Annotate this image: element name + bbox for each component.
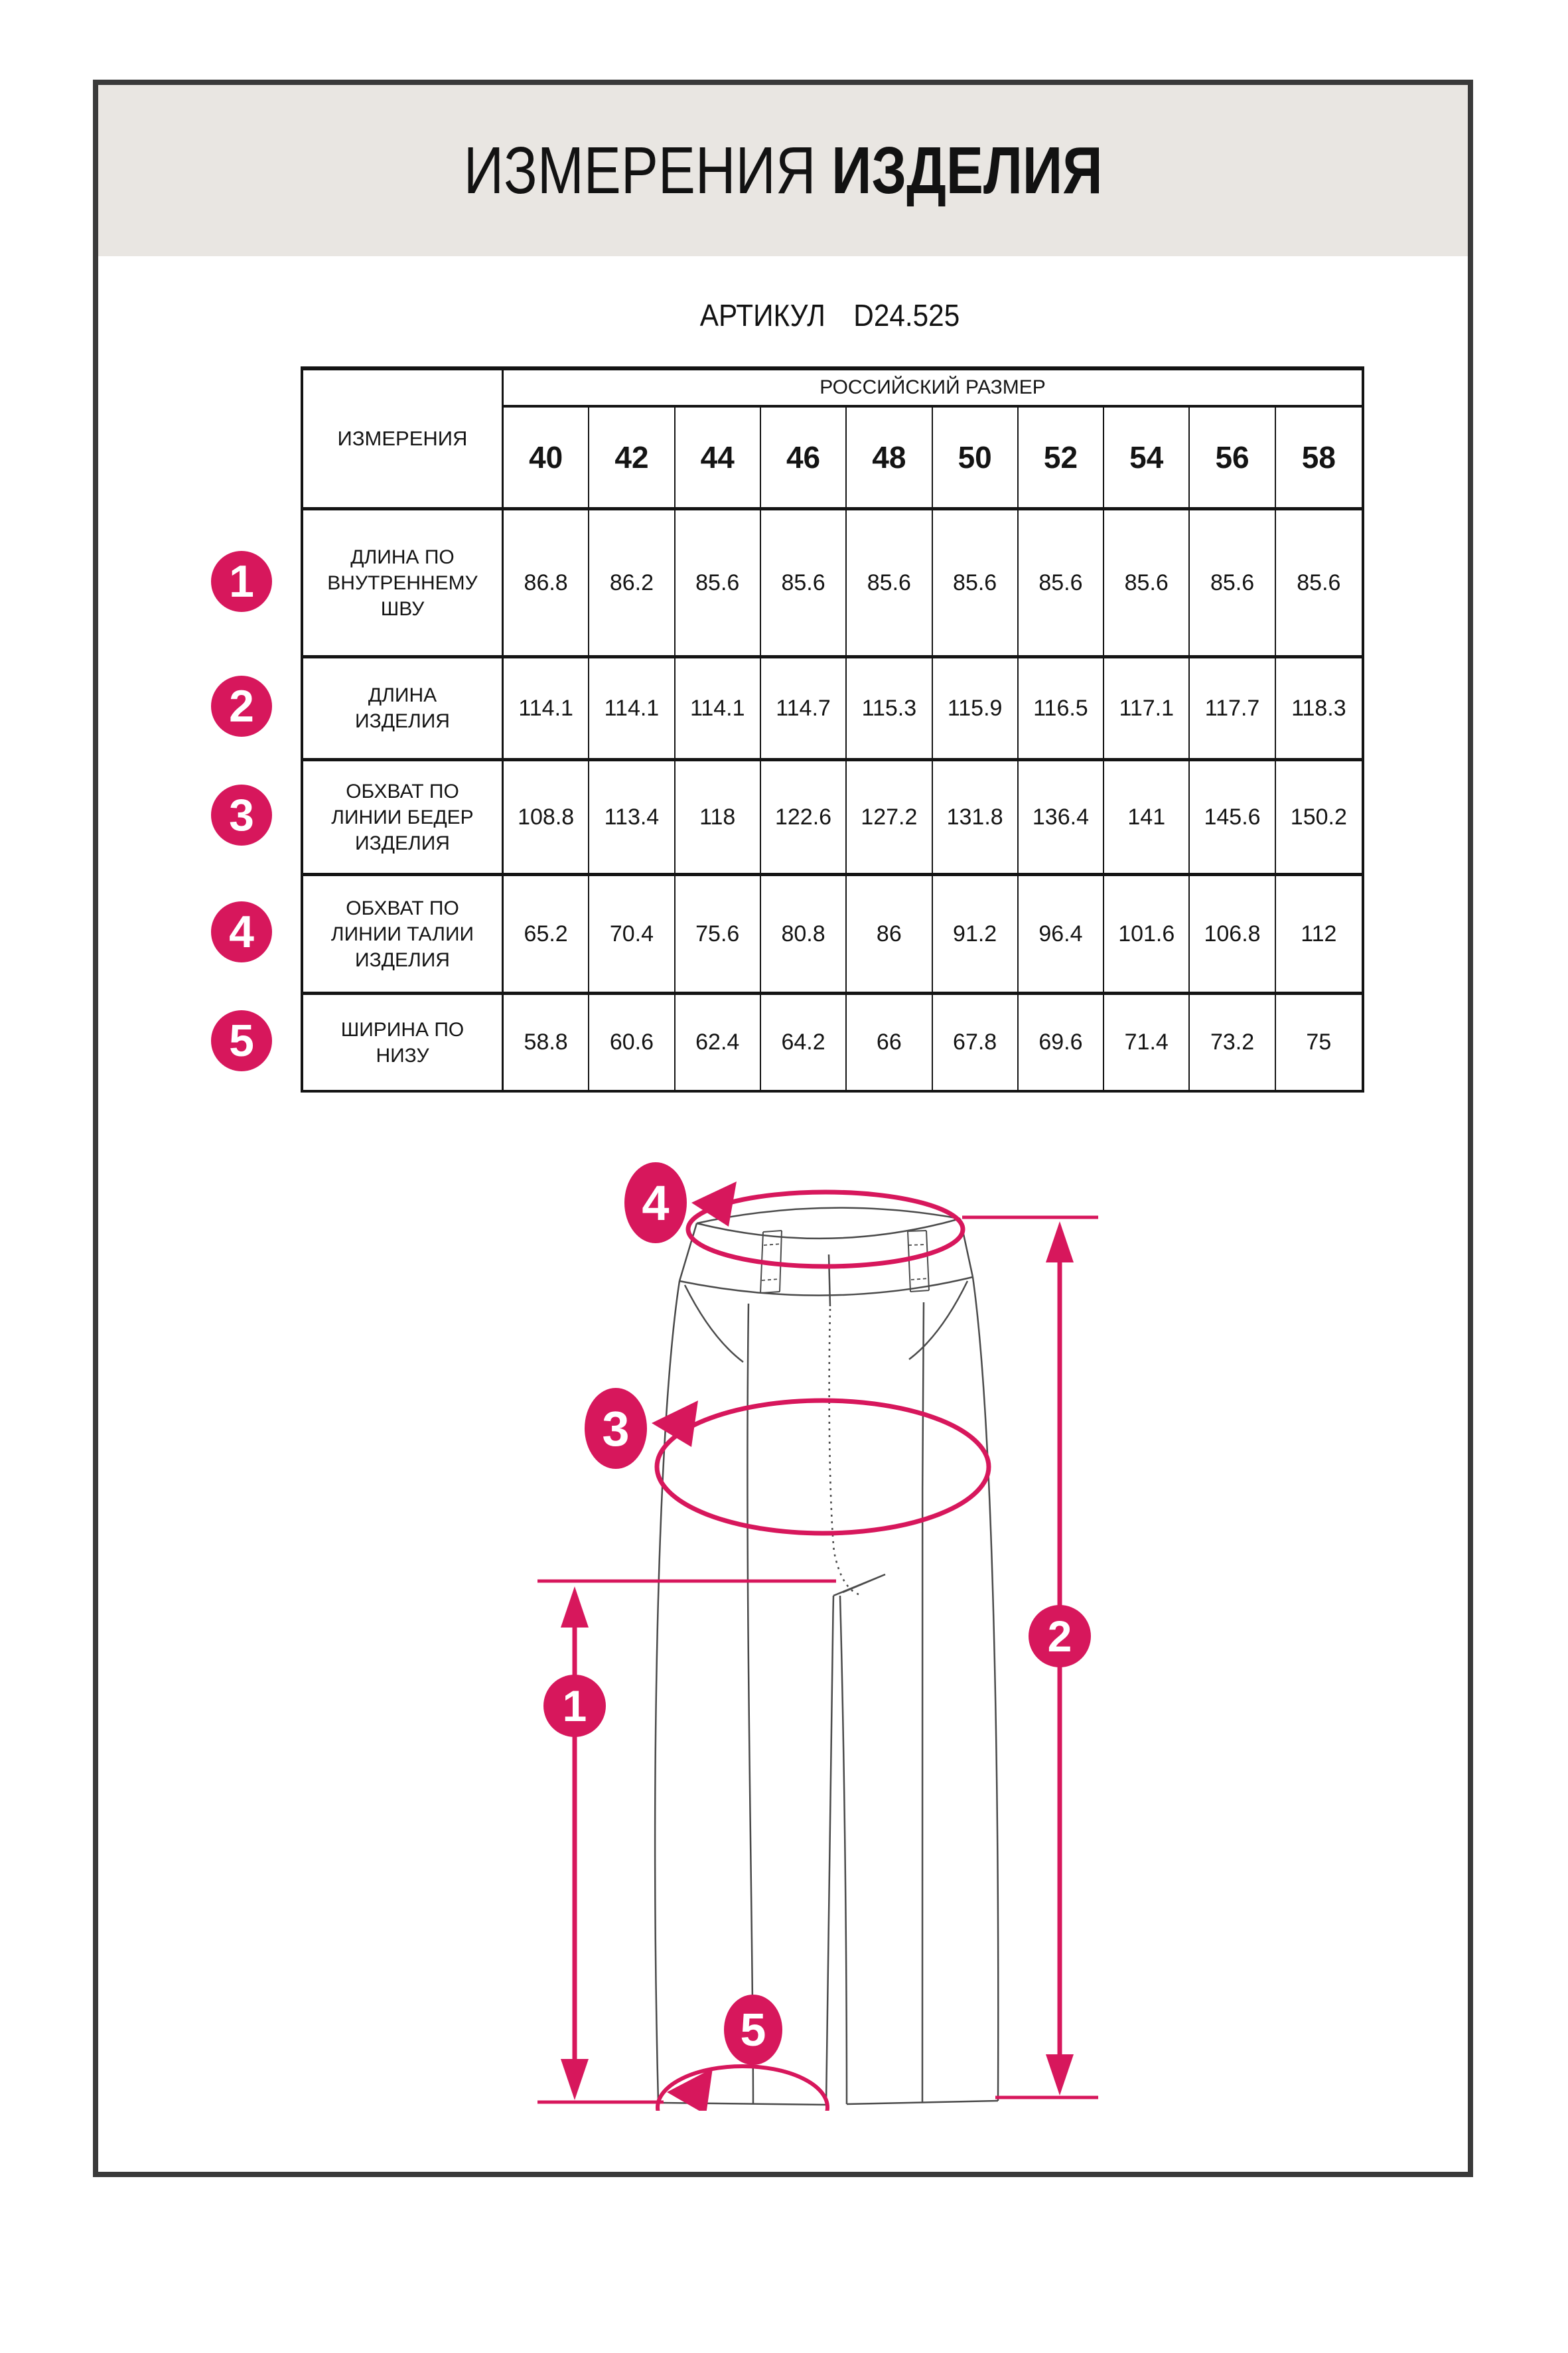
value-cell: 114.1 — [589, 655, 675, 758]
arrow-left-icon — [652, 1401, 698, 1447]
row-badge-4: 4 — [211, 901, 272, 962]
value-cell: 67.8 — [933, 992, 1019, 1090]
arrow-up-icon — [1046, 1221, 1074, 1262]
page-title-regular: ИЗМЕРЕНИЯ — [463, 133, 816, 208]
diagram-badge-3-label: 3 — [602, 1401, 630, 1456]
left-outer-seam — [655, 1281, 679, 2103]
value-cell: 86 — [847, 873, 932, 992]
value-cell: 58.8 — [504, 992, 589, 1090]
row-label-cell: ОБХВАТ ПО ЛИНИИ БЕДЕР ИЗДЕЛИЯ — [303, 758, 504, 873]
value-cell: 118 — [676, 758, 761, 873]
size-header-cell: 50 — [933, 408, 1019, 507]
value-cell: 85.6 — [933, 507, 1019, 655]
value-cell: 150.2 — [1276, 758, 1362, 873]
value-cell: 117.7 — [1190, 655, 1275, 758]
value-cell: 101.6 — [1104, 873, 1190, 992]
value-cell: 141 — [1104, 758, 1190, 873]
diagram-badge-1-label: 1 — [562, 1681, 587, 1730]
value-cell: 85.6 — [1104, 507, 1190, 655]
row-label-cell: ДЛИНА ИЗДЕЛИЯ — [303, 655, 504, 758]
left-leg-crease — [747, 1304, 753, 2103]
center-front-seam — [829, 1254, 830, 1306]
value-cell: 145.6 — [1190, 758, 1275, 873]
waist-top-rim — [697, 1208, 960, 1223]
measurements-column-header: ИЗМЕРЕНИЯ — [303, 370, 504, 507]
crotch-notch — [833, 1574, 885, 1596]
right-leg-crease — [922, 1302, 924, 2102]
value-cell: 117.1 — [1104, 655, 1190, 758]
value-cell: 85.6 — [761, 507, 847, 655]
row-badge-1: 1 — [211, 551, 272, 612]
left-inseam — [826, 1596, 833, 2105]
value-cell: 69.6 — [1019, 992, 1104, 1090]
value-cell: 108.8 — [504, 758, 589, 873]
arrow-up-icon — [561, 1586, 589, 1628]
value-cell: 114.7 — [761, 655, 847, 758]
article-label: АРТИКУЛ — [699, 298, 825, 333]
pants-drawing — [655, 1208, 998, 2105]
size-header-cell: 52 — [1019, 408, 1104, 507]
page-title — [464, 133, 1103, 209]
diagram-badge-2-label: 2 — [1047, 1612, 1072, 1661]
row-label-cell: ОБХВАТ ПО ЛИНИИ ТАЛИИ ИЗДЕЛИЯ — [303, 873, 504, 992]
diagram-badge-1 — [543, 1675, 606, 1737]
value-cell: 118.3 — [1276, 655, 1362, 758]
value-cell: 115.9 — [933, 655, 1019, 758]
value-cell: 75 — [1276, 992, 1362, 1090]
pocket-slash-right — [909, 1281, 967, 1359]
size-header-cell: 40 — [504, 408, 589, 507]
value-cell: 96.4 — [1019, 873, 1104, 992]
right-outer-seam — [973, 1277, 998, 2101]
diagram-badge-3 — [585, 1388, 647, 1469]
value-cell: 86.8 — [504, 507, 589, 655]
value-cell: 70.4 — [589, 873, 675, 992]
value-cell: 73.2 — [1190, 992, 1275, 1090]
size-header-cell: 42 — [589, 408, 675, 507]
value-cell: 85.6 — [1276, 507, 1362, 655]
value-cell: 62.4 — [676, 992, 761, 1090]
diagram-badge-5 — [724, 1995, 782, 2065]
hip-girth-ellipse — [657, 1401, 989, 1533]
value-cell: 71.4 — [1104, 992, 1190, 1090]
value-cell: 80.8 — [761, 873, 847, 992]
value-cell: 75.6 — [676, 873, 761, 992]
article-line — [343, 297, 1317, 333]
row-badge-3: 3 — [211, 785, 272, 846]
size-table — [301, 366, 1364, 1093]
belt-loop-right — [908, 1231, 929, 1292]
value-cell: 85.6 — [676, 507, 761, 655]
value-cell: 64.2 — [761, 992, 847, 1090]
row-badge-5: 5 — [211, 1010, 272, 1071]
size-group-header: РОССИЙСКИЙ РАЗМЕР — [504, 370, 1362, 408]
value-cell: 65.2 — [504, 873, 589, 992]
fly-stitch-dashed — [829, 1309, 859, 1594]
value-cell: 66 — [847, 992, 932, 1090]
value-cell: 91.2 — [933, 873, 1019, 992]
size-header-cell: 46 — [761, 408, 847, 507]
pants-diagram — [464, 1128, 1168, 2111]
size-header-cell: 56 — [1190, 408, 1275, 507]
value-cell: 85.6 — [1019, 507, 1104, 655]
pocket-slash-left — [685, 1285, 743, 1362]
page-title-bold: ИЗДЕЛИЯ — [831, 133, 1103, 208]
header-band — [98, 85, 1468, 256]
row-badge-2: 2 — [211, 676, 272, 737]
value-cell: 60.6 — [589, 992, 675, 1090]
value-cell: 113.4 — [589, 758, 675, 873]
row-label-cell: ШИРИНА ПО НИЗУ — [303, 992, 504, 1090]
value-cell: 131.8 — [933, 758, 1019, 873]
size-header-cell: 54 — [1104, 408, 1190, 507]
value-cell: 116.5 — [1019, 655, 1104, 758]
value-cell: 122.6 — [761, 758, 847, 873]
arrow-down-icon — [1046, 2054, 1074, 2095]
arrow-down-icon — [561, 2059, 589, 2100]
waist-front-rim — [697, 1219, 960, 1239]
value-cell: 136.4 — [1019, 758, 1104, 873]
diagram-badge-4-label: 4 — [642, 1176, 670, 1231]
value-cell: 114.1 — [504, 655, 589, 758]
right-inseam — [840, 1596, 847, 2104]
diagram-badge-5-label: 5 — [740, 2004, 766, 2056]
measurement-annotations — [537, 1162, 1098, 2111]
diagram-badge-2 — [1029, 1605, 1091, 1667]
value-cell: 86.2 — [589, 507, 675, 655]
size-header-cell: 48 — [847, 408, 932, 507]
article-value: D24.525 — [853, 298, 960, 333]
value-cell: 85.6 — [847, 507, 932, 655]
value-cell: 106.8 — [1190, 873, 1275, 992]
diagram-badge-4 — [624, 1162, 687, 1243]
size-header-cell: 44 — [676, 408, 761, 507]
value-cell: 115.3 — [847, 655, 932, 758]
value-cell: 112 — [1276, 873, 1362, 992]
size-header-cell: 58 — [1301, 440, 1336, 475]
row-label-cell: ДЛИНА ПО ВНУТРЕННЕМУ ШВУ — [303, 507, 504, 655]
value-cell: 85.6 — [1190, 507, 1275, 655]
value-cell: 127.2 — [847, 758, 932, 873]
value-cell: 114.1 — [676, 655, 761, 758]
